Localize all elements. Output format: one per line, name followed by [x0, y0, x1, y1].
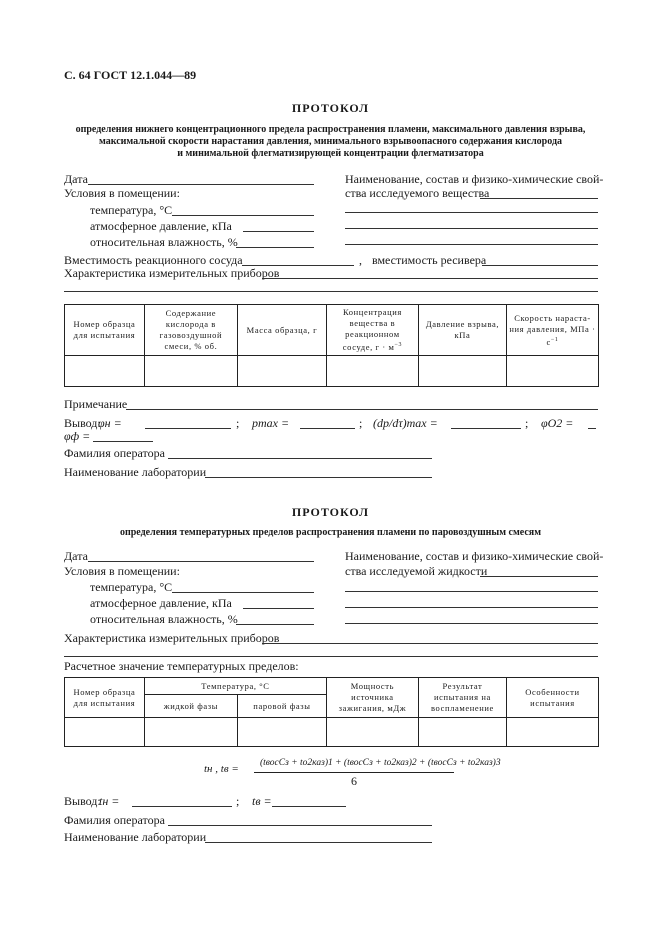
p2-cell[interactable]	[326, 718, 418, 747]
p2-t-n: tн =	[99, 794, 120, 808]
p1-phi-n-field[interactable]	[145, 428, 231, 429]
p2-results-table	[64, 677, 599, 747]
p1-results-table	[64, 304, 599, 387]
protocol1-subtitle-2: максимальной скорости нарастания давления, минимального взрывоопасного содержания кислорода	[98, 136, 563, 147]
p1-th-sample: Номер образца для испытания	[65, 305, 145, 356]
page-reference: С. 64 ГОСТ 12.1.044—89	[64, 68, 197, 82]
p2-operator-field[interactable]	[168, 825, 432, 826]
p2-t-v-field[interactable]	[272, 806, 346, 807]
p2-cell[interactable]	[506, 718, 598, 747]
p1-note-field[interactable]	[126, 409, 598, 410]
p1-substance-field-1[interactable]	[480, 198, 598, 199]
p2-conclusion-label: Вывод:	[64, 794, 101, 808]
p1-phi-o2: φO2 =	[541, 416, 574, 430]
p2-temperature-label: температура, °С	[90, 580, 173, 594]
p1-instruments-label: Характеристика измерительных приборов	[64, 266, 280, 280]
p2-instruments-field-1[interactable]	[262, 643, 598, 644]
p1-instruments-field-1[interactable]	[262, 278, 598, 279]
p2-th-result: Результат испытания на воспламенение	[418, 678, 506, 718]
p1-cell[interactable]	[237, 356, 326, 387]
p1-temperature-label: температура, °С	[90, 203, 173, 217]
p1-lab-field[interactable]	[205, 477, 432, 478]
p1-substance-label-1: Наименование, состав и физико-химические свой-	[345, 172, 604, 186]
p1-receiver-field[interactable]	[482, 265, 598, 266]
p2-date-label: Дата	[64, 549, 88, 563]
p1-operator-label: Фамилия оператора	[64, 446, 165, 460]
p1-cell[interactable]	[506, 356, 598, 387]
formula-denominator: 6	[351, 774, 357, 788]
p1-conditions-label: Условия в помещении:	[64, 186, 180, 200]
p1-phi-n: φн =	[98, 416, 122, 430]
p2-pressure-field[interactable]	[243, 608, 314, 609]
p1-cell[interactable]	[144, 356, 237, 387]
p2-liquid-field-2[interactable]	[345, 591, 598, 592]
p1-date-label: Дата	[64, 172, 88, 186]
p1-cell[interactable]	[65, 356, 145, 387]
p1-lab-label: Наименование лаборатории	[64, 465, 207, 479]
p1-th-concentration: Концентрация вещества в реакционном сосуде, $г \cdot м^{-3}$	[326, 305, 418, 356]
p2-cell[interactable]	[237, 718, 326, 747]
p1-humidity-field[interactable]	[236, 247, 314, 248]
p1-receiver-label: вместимость ресивера	[372, 253, 487, 267]
p1-dpdt: (dp/dτ)max =	[373, 416, 438, 430]
p2-lab-label: Наименование лаборатории	[64, 830, 207, 844]
p2-th-vapor-phase: паровой фазы	[237, 695, 326, 718]
p2-humidity-field[interactable]	[236, 624, 314, 625]
p1-pmax-field[interactable]	[300, 428, 355, 429]
protocol2-title: ПРОТОКОЛ	[291, 505, 370, 519]
p1-substance-label-2: ства исследуемого вещества	[345, 186, 490, 200]
p1-dpdt-field[interactable]	[451, 428, 521, 429]
p1-th-oxygen: Содержание кислорода в газовоздушной смеси, % об.	[144, 305, 237, 356]
p1-phi-f-field[interactable]	[93, 441, 153, 442]
protocol1-title: ПРОТОКОЛ	[291, 101, 370, 115]
formula-numerator: (tвосСз + tо2каз)1 + (tвосСз + tо2каз)2 + (tвосСз + tо2каз)3	[260, 758, 501, 768]
p2-instruments-field-2[interactable]	[64, 656, 598, 657]
p2-date-field[interactable]	[88, 561, 314, 562]
p2-liquid-label-1: Наименование, состав и физико-химические свой-	[345, 549, 604, 563]
p1-note-label: Примечание	[64, 397, 128, 411]
formula-fraction-bar	[254, 772, 454, 773]
p2-th-power: Мощность источника зажигания, мДж	[326, 678, 418, 718]
protocol1-subtitle-3: и минимальной флегматизирующей концентрации флегматизатора	[177, 148, 484, 159]
p2-th-liquid-phase: жидкой фазы	[144, 695, 237, 718]
protocol2-subtitle: определения температурных пределов распространения пламени по паровоздушным смесям	[119, 527, 542, 538]
p1-substance-field-2[interactable]	[345, 212, 598, 213]
p1-substance-field-4[interactable]	[345, 244, 598, 245]
p2-th-sample: Номер образца для испытания	[65, 678, 145, 718]
p1-instruments-field-2[interactable]	[64, 291, 598, 292]
p2-cell[interactable]	[144, 718, 237, 747]
p1-th-rate: Скорость нараста-ния давления, МПа · $с^{-1}$	[506, 305, 598, 356]
p1-phi-f: φф =	[64, 429, 91, 443]
p1-operator-field[interactable]	[168, 458, 432, 459]
p1-phi-o2-field[interactable]	[588, 428, 596, 429]
p2-conditions-label: Условия в помещении:	[64, 564, 180, 578]
p2-cell[interactable]	[418, 718, 506, 747]
p1-pressure-field[interactable]	[243, 231, 314, 232]
p2-t-v: tв =	[252, 794, 272, 808]
p1-cell[interactable]	[418, 356, 506, 387]
p1-vessel-label: Вместимость реакционного сосуда	[64, 253, 243, 267]
p2-t-n-field[interactable]	[132, 806, 232, 807]
p2-th-temperature: Температура, °С	[144, 678, 326, 695]
p2-th-features: Особенности испытания	[506, 678, 598, 718]
p2-liquid-field-4[interactable]	[345, 623, 598, 624]
p2-liquid-field-1[interactable]	[480, 576, 598, 577]
p2-pressure-label: атмосферное давление, кПа	[90, 596, 232, 610]
p1-pmax: pmax =	[252, 416, 290, 430]
formula-lhs: tн , tв =	[204, 763, 239, 775]
p2-temperature-field[interactable]	[172, 592, 314, 593]
p2-cell[interactable]	[65, 718, 145, 747]
p1-date-field[interactable]	[88, 184, 314, 185]
p2-liquid-label-2: ства исследуемой жидкости	[345, 564, 488, 578]
p1-th-mass: Масса образца, г	[237, 305, 326, 356]
p1-pressure-label: атмосферное давление, кПа	[90, 219, 232, 233]
p2-operator-label: Фамилия оператора	[64, 813, 165, 827]
p2-humidity-label: относительная влажность, %	[90, 612, 238, 626]
p1-temperature-field[interactable]	[172, 215, 314, 216]
p1-conclusion-label: Вывод:	[64, 416, 101, 430]
protocol1-subtitle-1: определения нижнего концентрационного предела распространения пламени, максимального давления взрыва,	[75, 124, 586, 135]
p1-th-pressure: Давление взрыва, кПа	[418, 305, 506, 356]
p1-substance-field-3[interactable]	[345, 228, 598, 229]
p2-liquid-field-3[interactable]	[345, 607, 598, 608]
p1-humidity-label: относительная влажность, %	[90, 235, 238, 249]
p2-lab-field[interactable]	[205, 842, 432, 843]
p2-instruments-label: Характеристика измерительных приборов	[64, 631, 280, 645]
p2-calc-label: Расчетное значение температурных пределов:	[64, 659, 299, 673]
p1-cell[interactable]	[326, 356, 418, 387]
